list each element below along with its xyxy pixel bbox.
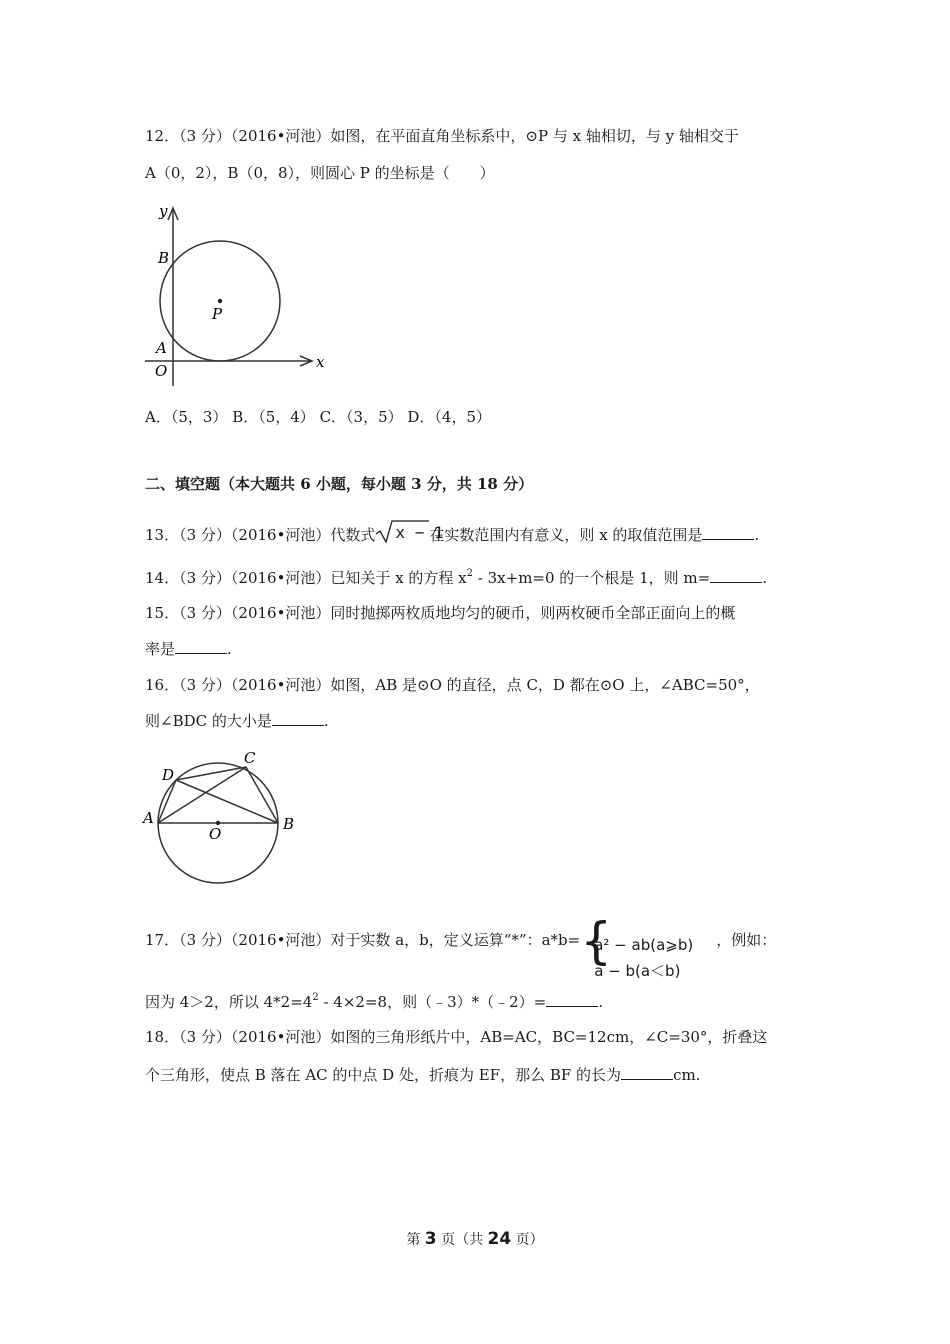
q16-line1: 16．（3 分）（2016•河池）如图，AB 是⊙O 的直径，点 C，D 都在⊙O 上，∠ABC=50°，: [145, 676, 760, 694]
section2-title: 二、填空题（本大题共 6 小题，每小题 3 分，共 18 分）: [145, 475, 534, 493]
q14-before: 14．（3 分）（2016•河池）已知关于 x 的方程 x: [145, 569, 467, 587]
piecewise-brace: {: [580, 912, 612, 970]
page-footer: [0, 1229, 950, 1249]
page-number: 3: [424, 1229, 437, 1249]
q13-after: 在实数范围内有意义，则 x 的取值范围是: [429, 526, 703, 544]
q12-line2: A（0，2），B（0，8），则圆心 P 的坐标是（ ）: [145, 164, 495, 182]
q17-line1: [145, 912, 777, 980]
q17-end: .: [598, 993, 604, 1011]
q15-line2: [145, 639, 232, 659]
q17-line2b: - 4×2=8，则（﹣3）*（﹣2）=: [318, 993, 547, 1011]
label-a: A: [156, 339, 167, 357]
q16-line2: [145, 711, 329, 731]
q16-answer-blank: [272, 711, 324, 726]
q17-line2: [145, 992, 603, 1012]
q14-exponent: 2: [466, 568, 474, 579]
label-p: P: [212, 305, 223, 323]
q14-end: .: [762, 569, 767, 587]
label-x: x: [316, 353, 325, 371]
q13-before: 13．（3 分）（2016•河池）代数式: [145, 526, 376, 544]
footer-pre: 第: [406, 1232, 425, 1248]
q15-answer-blank: [175, 639, 227, 654]
q12-line1: 12．（3 分）（2016•河池）如图，在平面直角坐标系中，⊙P 与 x 轴相切，与 y 轴相交于: [145, 127, 739, 145]
q18-line2-text: 个三角形，使点 B 落在 AC 的中点 D 处，折痕为 EF，那么 BF 的长为: [145, 1066, 622, 1084]
q13-line: [145, 520, 759, 545]
q12-options: A．（5，3） B．（5，4） C．（3，5） D．（4，5）: [145, 408, 492, 426]
piecewise-case2: a − b(a＜b): [594, 962, 681, 980]
q13-radicand: x − 1: [395, 523, 444, 542]
q15-line1: 15．（3 分）（2016•河池）同时抛掷两枚质地均匀的硬币，则两枚硬币全部正面向上的概: [145, 604, 736, 622]
q18-line1: 18．（3 分）（2016•河池）如图的三角形纸片中，AB=AC，BC=12cm，∠C=30°，折叠这: [145, 1028, 768, 1046]
q15-line2-text: 率是: [145, 640, 176, 658]
label-c: C: [244, 749, 256, 767]
piecewise-case1: a² − ab(a⩾b): [594, 936, 694, 954]
chord-cb: [246, 767, 278, 823]
q13-end: .: [754, 526, 760, 544]
q16-figure: [138, 745, 308, 890]
q16-line2-text: 则∠BDC 的大小是: [145, 712, 272, 730]
sqrt-expression: [375, 520, 444, 544]
label-b: B: [283, 815, 295, 833]
q14-after: - 3x+m=0 的一个根是 1，则 m=: [473, 569, 711, 587]
q12-figure: [140, 198, 340, 393]
q17-exponent: 2: [312, 992, 319, 1003]
q16-end: .: [323, 712, 329, 730]
label-d: D: [162, 766, 175, 784]
center-p-dot: [218, 299, 222, 303]
q17-line2a: 因为 4＞2，所以 4*2=4: [145, 993, 313, 1011]
q18-answer-blank: [621, 1065, 673, 1080]
q14-line: [145, 568, 767, 588]
piecewise-definition: [580, 912, 716, 980]
q17-answer-blank: [546, 992, 598, 1007]
q17-after: ，例如：: [716, 931, 777, 949]
q18-end: cm.: [673, 1066, 701, 1084]
label-o: O: [209, 825, 222, 843]
label-b: B: [158, 249, 170, 267]
q15-end: .: [227, 640, 232, 658]
q17-before: 17．（3 分）（2016•河池）对于实数 a，b，定义运算“*”：a*b=: [145, 931, 581, 949]
label-o: O: [155, 362, 168, 380]
q18-line2: [145, 1065, 700, 1085]
q13-answer-blank: [702, 525, 754, 540]
label-y: y: [159, 202, 168, 220]
q14-answer-blank: [710, 568, 762, 583]
total-pages: 24: [487, 1229, 512, 1249]
footer-post: 页）: [511, 1232, 544, 1248]
footer-mid: 页（共: [436, 1232, 488, 1248]
label-a: A: [143, 809, 154, 827]
